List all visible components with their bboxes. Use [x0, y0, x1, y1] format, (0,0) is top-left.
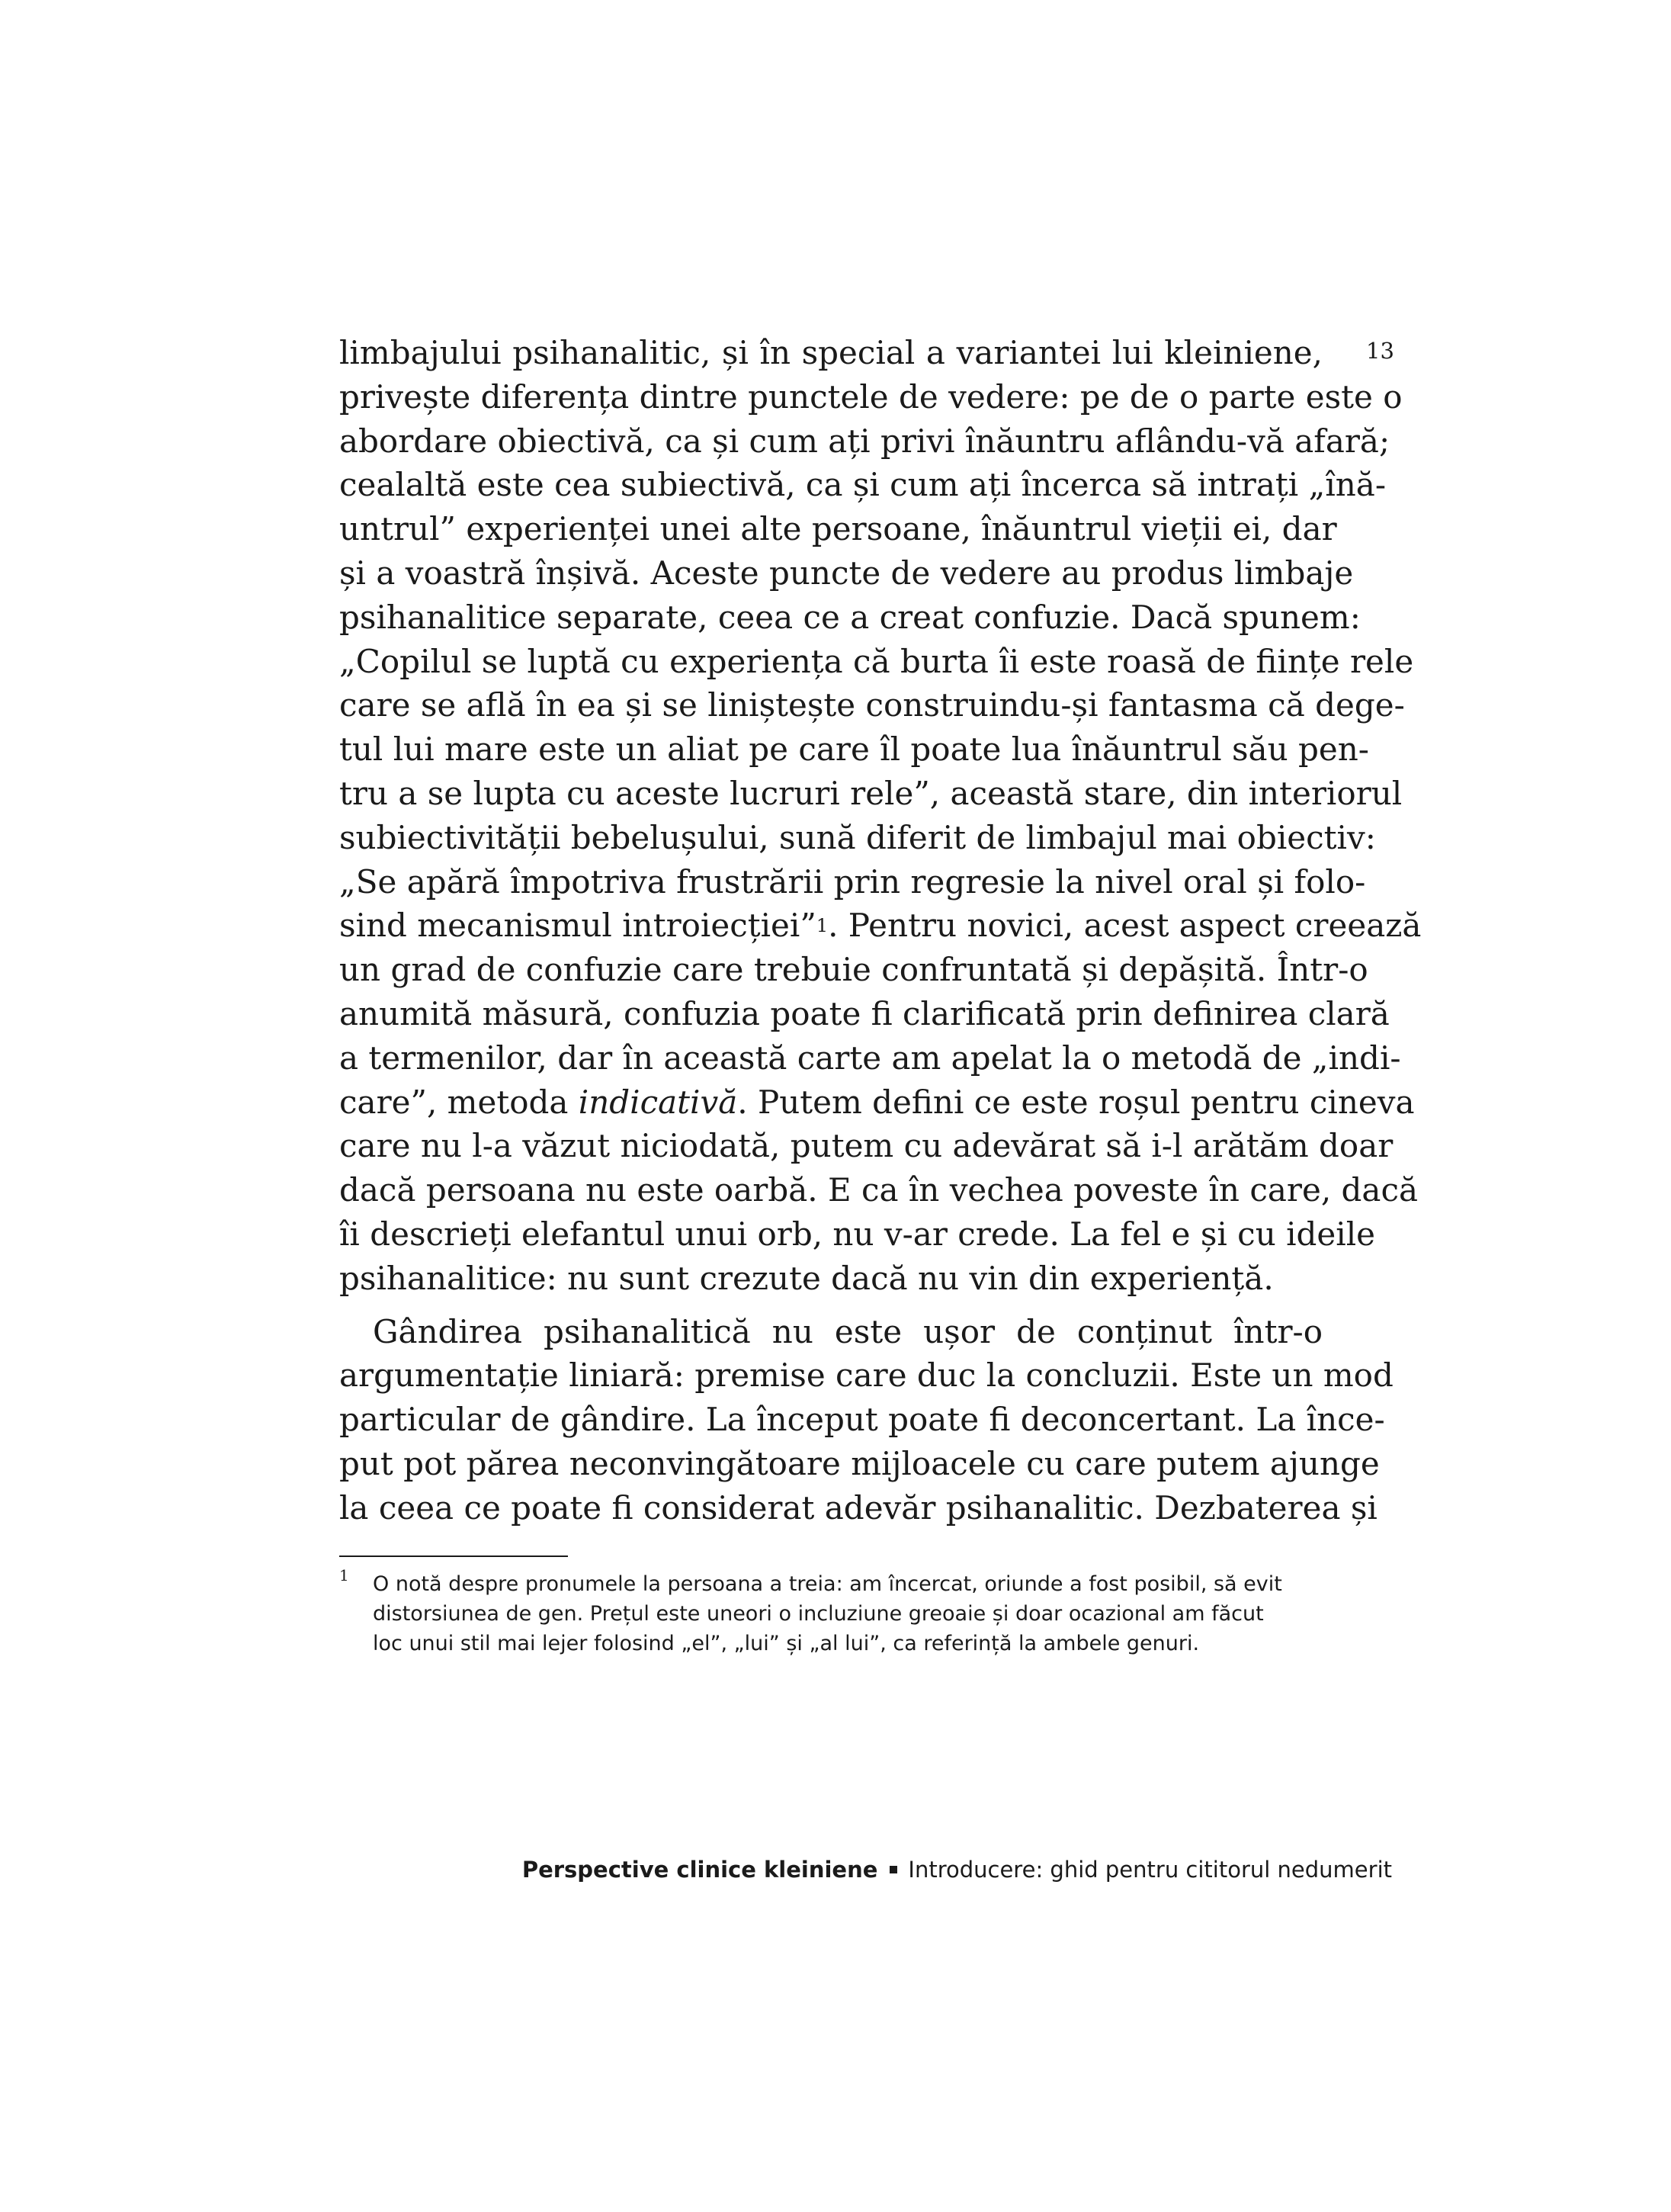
text-line: psihanalitice: nu sunt crezute dacă nu vin din experiență.: [339, 1259, 1274, 1297]
text-line: particular de gândire. La început poate fi deconcertant. La înce-: [339, 1401, 1385, 1439]
text-line: psihanalitice separate, ceea ce a creat confuzie. Dacă spunem:: [339, 598, 1361, 636]
text-line: care se află în ea și se liniștește construindu-și fantasma că dege-: [339, 686, 1405, 724]
running-footer: [522, 1859, 1392, 1881]
text-line: a termenilor, dar în această carte am apelat la o metodă de „indi-: [339, 1039, 1401, 1077]
text-line: untrul” experienței unei alte persoane, înăuntrul vieții ei, dar: [339, 510, 1337, 548]
text-line-with-footnote-ref: [339, 904, 1422, 948]
footnote-line: O notă despre pronumele la persoana a treia: am încercat, oriunde a fost posibil, să evit: [373, 1572, 1282, 1596]
text-line: Gândirea psihanalitică nu este ușor de conținut într-o: [373, 1312, 1323, 1350]
footnote-divider: [339, 1555, 568, 1557]
footnotes: [339, 1566, 1323, 1658]
footnote-line: distorsiunea de gen. Prețul este uneori o incluziune greoaie și doar ocazional am făcut: [373, 1602, 1264, 1626]
text-line: abordare obiectivă, ca și cum ați privi înăuntru aflându-vă afară;: [339, 422, 1390, 460]
footnote-marker: 1: [339, 1566, 349, 1584]
text-line: tul lui mare este un aliat pe care îl poate lua înăuntrul său pen-: [339, 730, 1369, 769]
footnote-reference[interactable]: 1: [816, 915, 829, 937]
text-line: „Se apără împotriva frustrării prin regresie la nivel oral și folo-: [339, 862, 1366, 901]
text-line: îi descrieți elefantul unui orb, nu v-ar crede. La fel e și cu ideile: [339, 1215, 1375, 1253]
text-segment: . Pentru novici, acest aspect creează: [828, 907, 1422, 945]
footnote-line: loc unui stil mai lejer folosind „el”, „lui” și „al lui”, ca referință la ambele genuri.: [373, 1632, 1200, 1655]
text-line: care nu l-a văzut niciodată, putem cu adevărat să i-l arătăm doar: [339, 1127, 1394, 1165]
text-line: la ceea ce poate fi considerat adevăr psihanalitic. Dezbaterea și: [339, 1488, 1378, 1527]
text-line: limbajului psihanalitic, și în special a variantei lui kleiniene,: [339, 334, 1323, 371]
emphasized-term: indicativă: [578, 1083, 738, 1121]
footer-chapter-title: Introducere: ghid pentru cititorul nedumerit: [908, 1857, 1392, 1883]
text-line: tru a se lupta cu aceste lucruri rele”, această stare, din interiorul: [339, 774, 1403, 812]
text-segment: . Putem defini ce este roșul pentru cineva: [737, 1083, 1415, 1121]
text-line: „Copilul se luptă cu experiența că burta îi este roasă de ființe rele: [339, 642, 1414, 680]
text-segment: care”, metoda: [339, 1083, 579, 1121]
footnote: [339, 1566, 1323, 1658]
page-number: 13: [1366, 338, 1394, 364]
text-line: și a voastră înșivă. Aceste puncte de vedere au produs limbaje: [339, 554, 1354, 592]
text-line-with-emphasis: [339, 1080, 1415, 1125]
text-line: subiectivității bebelușului, sună diferit de limbajul mai obiectiv:: [339, 818, 1376, 856]
text-line: un grad de confuzie care trebuie confruntată și depășită. Într-o: [339, 951, 1368, 989]
footer-book-title: Perspective clinice kleiniene: [521, 1857, 878, 1883]
text-line: dacă persoana nu este oarbă. E ca în vechea poveste în care, dacă: [339, 1171, 1419, 1209]
text-line: argumentație liniară: premise care duc la concluzii. Este un mod: [339, 1356, 1394, 1395]
text-line: anumită măsură, confuzia poate fi clarificată prin definirea clară: [339, 994, 1390, 1032]
text-line: put pot părea neconvingătoare mijloacele cu care putem ajunge: [339, 1444, 1380, 1482]
text-line: cealaltă este cea subiectivă, ca și cum ați încerca să intrați „înă-: [339, 466, 1387, 504]
text-segment: sind mecanismul introiecției”: [339, 907, 816, 945]
footer-separator-icon: [890, 1866, 897, 1873]
text-line: privește diferența dintre punctele de vedere: pe de o parte este o: [339, 377, 1403, 416]
